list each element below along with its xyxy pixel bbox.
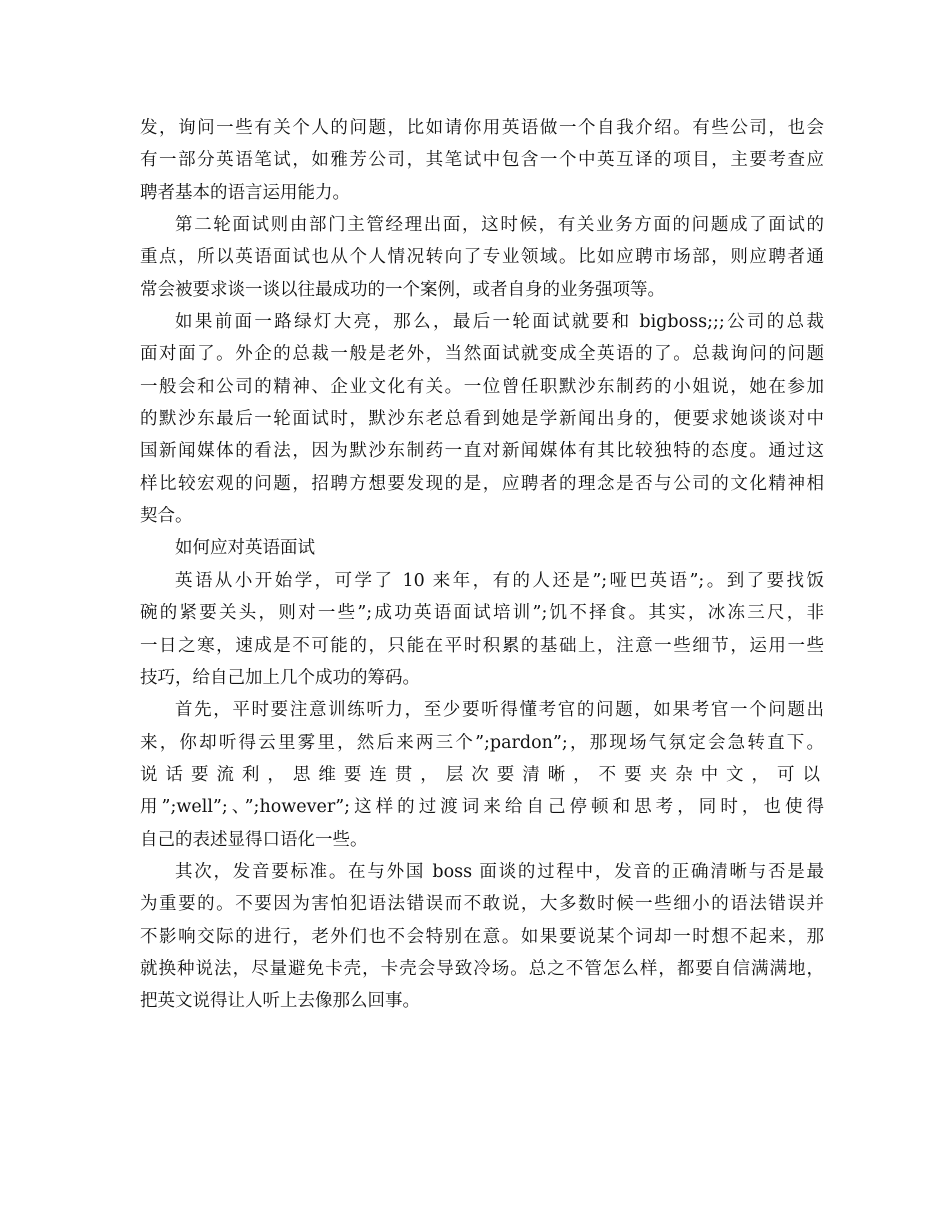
text-line: 面对面了。外企的总裁一般是老外，当然面试就变成全英语的了。总裁询问的问题	[140, 344, 824, 365]
text-line: 国新闻媒体的看法，因为默沙东制药一直对新闻媒体有其比较独特的态度。通过这	[140, 441, 824, 462]
text-line: 英语从小开始学，可学了 10 来年，有的人还是”;哑巴英语”;。到了要找饭	[175, 570, 824, 591]
text-line: 技巧，给自己加上几个成功的筹码。	[140, 667, 420, 688]
text-line: 把英文说得让人听上去像那么回事。	[140, 991, 420, 1012]
document-page	[140, 112, 824, 1018]
text-line: 有一部分英语笔试，如雅芳公司，其笔试中包含一个中英互译的项目，主要考查应	[140, 150, 824, 171]
text-line: 常会被要求谈一谈以往最成功的一个案例，或者自身的业务强项等。	[140, 279, 665, 300]
text-line: 说话要流利，思维要连贯，层次要清晰，不要夹杂中文，可以	[140, 764, 824, 785]
text-line: 不影响交际的进行，老外们也不会特别在意。如果要说某个词却一时想不起来，那	[140, 926, 824, 947]
text-line: 第二轮面试则由部门主管经理出面，这时候，有关业务方面的问题成了面试的	[175, 215, 824, 236]
text-line: 契合。	[140, 506, 193, 527]
text-line: 为重要的。不要因为害怕犯语法错误而不敢说，大多数时候一些细小的语法错误并	[140, 894, 824, 915]
text-line: 聘者基本的语言运用能力。	[140, 182, 350, 203]
section-heading	[140, 532, 824, 564]
text-line: 来，你却听得云里雾里，然后来两三个”;pardon”;，那现场气氛定会急转直下。	[140, 732, 824, 753]
text-line: 如果前面一路绿灯大亮，那么，最后一轮面试就要和 bigboss;;;公司的总裁	[175, 312, 824, 333]
paragraph-final-round	[140, 306, 824, 532]
text-line: 一般会和公司的精神、企业文化有关。一位曾任职默沙东制药的小姐说，她在参加	[140, 376, 824, 397]
paragraph-second-round	[140, 209, 824, 306]
paragraph-intro-continuation	[140, 112, 824, 209]
text-line: 重点，所以英语面试也从个人情况转向了专业领域。比如应聘市场部，则应聘者通	[140, 247, 824, 268]
text-line: 发，询问一些有关个人的问题，比如请你用英语做一个自我介绍。有些公司，也会	[140, 118, 824, 138]
text-line: 首先，平时要注意训练听力，至少要听得懂考官的问题，如果考官一个问题出	[175, 700, 824, 721]
section-heading-text: 如何应对英语面试	[175, 538, 315, 559]
text-line: 一日之寒，速成是不可能的，只能在平时积累的基础上，注意一些细节，运用一些	[140, 635, 824, 656]
text-line: 就换种说法，尽量避免卡壳，卡壳会导致冷场。总之不管怎么样，都要自信满满地，	[140, 958, 824, 979]
text-line: 用”;well”;、”;however”;这样的过渡词来给自己停顿和思考，同时，也使得	[140, 797, 824, 818]
text-line: 自己的表述显得口语化一些。	[140, 829, 368, 850]
paragraph-listening-first	[140, 694, 824, 856]
text-line: 的默沙东最后一轮面试时，默沙东老总看到她是学新闻出身的，便要求她谈谈对中	[140, 409, 824, 430]
text-line: 其次，发音要标准。在与外国 boss 面谈的过程中，发音的正确清晰与否是最	[175, 861, 824, 882]
text-line: 样比较宏观的问题，招聘方想要发现的是，应聘者的理念是否与公司的文化精神相	[140, 473, 824, 494]
paragraph-pronunciation-second	[140, 856, 824, 1018]
text-line: 碗的紧要关头，则对一些”;成功英语面试培训”;饥不择食。其实，冰冻三尺，非	[140, 603, 824, 624]
paragraph-english-from-childhood	[140, 565, 824, 694]
